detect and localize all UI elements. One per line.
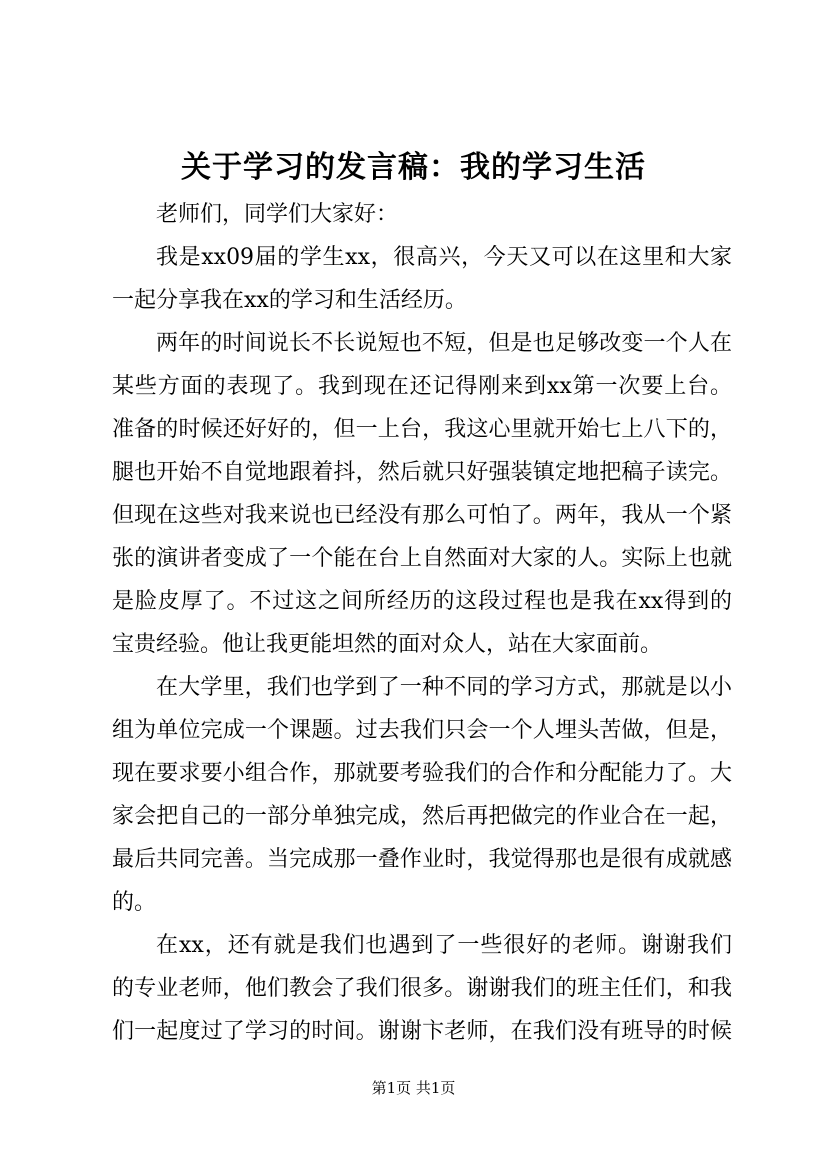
body-line: 某些方面的表现了。我到现在还记得刚来到xx第一次要上台。 [112,374,732,399]
greeting-line: 老师们，同学们大家好： [156,202,399,227]
body-line: 的。 [112,890,157,915]
body-line: 在大学里，我们也学到了一种不同的学习方式，那就是以小 [156,675,732,700]
body-line: 的专业老师，他们教会了我们很多。谢谢我们的班主任们，和我 [112,976,732,1001]
body-line: 们一起度过了学习的时间。谢谢卞老师，在我们没有班导的时候 [112,1019,732,1044]
body-line: 是脸皮厚了。不过这之间所经历的这段过程也是我在xx得到的 [112,589,732,614]
body-line: 宝贵经验。他让我更能坦然的面对众人，站在大家面前。 [112,632,663,657]
document-title: 关于学习的发言稿：我的学习生活 [181,150,646,185]
body-line: 最后共同完善。当完成那一叠作业时，我觉得那也是很有成就感 [112,847,732,872]
body-line: 在xx，还有就是我们也遇到了一些很好的老师。谢谢我们 [156,933,732,958]
body-line: 两年的时间说长不长说短也不短，但是也足够改变一个人在 [156,331,732,356]
body-line: 腿也开始不自觉地跟着抖，然后就只好强装镇定地把稿子读完。 [112,460,732,485]
body-line: 准备的时候还好好的，但一上台，我这心里就开始七上八下的， [112,417,732,442]
body-line: 但现在这些对我来说也已经没有那么可怕了。两年，我从一个紧 [112,503,732,528]
body-line: 组为单位完成一个课题。过去我们只会一个人埋头苦做，但是， [112,718,732,743]
body-line: 家会把自己的一部分单独完成，然后再把做完的作业合在一起， [112,804,732,829]
body-line: 现在要求要小组合作，那就要考验我们的合作和分配能力了。大 [112,761,732,786]
body-line: 我是xx09届的学生xx，很高兴，今天又可以在这里和大家 [156,245,732,270]
body-line: 张的演讲者变成了一个能在台上自然面对大家的人。实际上也就 [112,546,732,571]
body-line: 一起分享我在xx的学习和生活经历。 [112,288,467,313]
page-number-footer: 第1页 共1页 [371,1079,456,1097]
